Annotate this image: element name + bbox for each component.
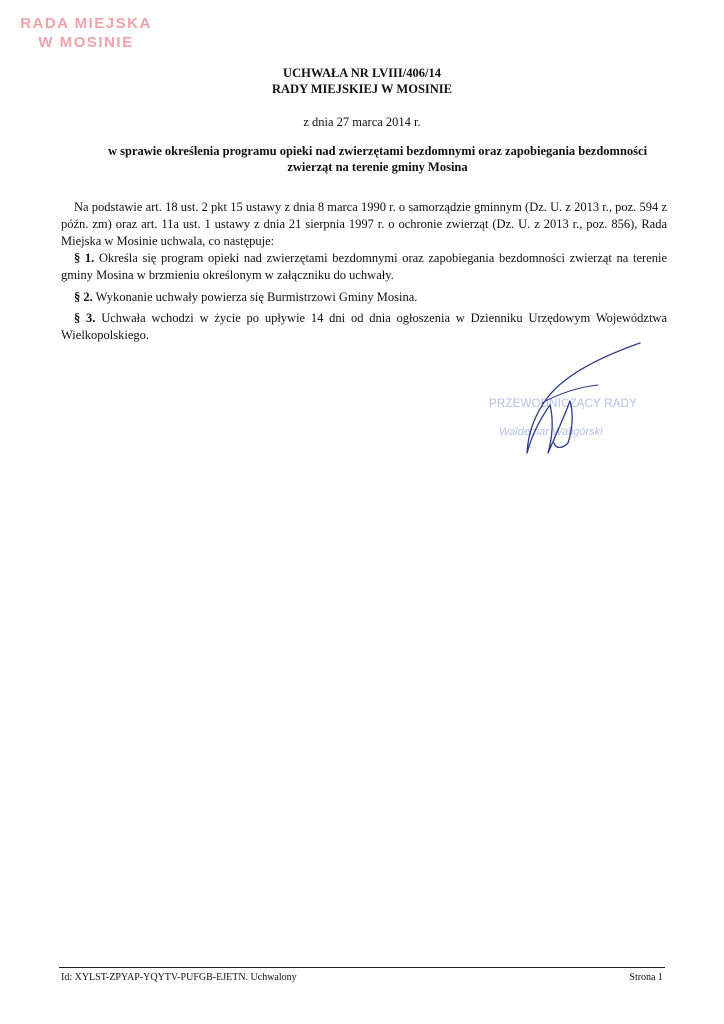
signature-block: [470, 335, 670, 465]
section-1-mark: § 1.: [74, 251, 95, 265]
handwritten-signature: [470, 335, 670, 465]
subject-line-2: zwierząt na terenie gminy Mosina: [287, 160, 468, 174]
resolution-subject: [80, 143, 675, 175]
subject-line-1: w sprawie określenia programu opieki nad zwierzętami bezdomnymi oraz zapobiegania bezdomności: [107, 144, 648, 158]
council-name: RADY MIEJSKIEJ W MOSINIE: [271, 82, 452, 96]
resolution-date: z dnia 27 marca 2014 r.: [303, 115, 421, 129]
section-2: [61, 289, 667, 306]
section-1-text: Określa się program opieki nad zwierzętami bezdomnymi oraz zapobiegania bezdomności zwierząt na terenie gminy Mosina w brzmieniu określonym w załączniku do uchwały.: [61, 251, 668, 282]
section-1: [61, 250, 667, 284]
section-3-mark: § 3.: [74, 311, 96, 325]
document-id: Id: XYLST-ZPYAP-YQYTV-PUFGB-EJETN. Uchwalony: [61, 972, 297, 983]
footer-divider: [59, 967, 665, 968]
section-3-text: Uchwała wchodzi w życie po upływie 14 dni od dnia ogłoszenia w Dzienniku Urzędowym Województwa Wielkopolskiego.: [61, 311, 668, 342]
section-2-mark: § 2.: [74, 290, 93, 304]
stamp-line-1: RADA MIEJSKA: [20, 15, 152, 32]
resolution-number: UCHWAŁA NR LVIII/406/14: [283, 66, 441, 80]
section-2-text: Wykonanie uchwały powierza się Burmistrzowi Gminy Mosina.: [95, 290, 418, 304]
page-number: Strona 1: [629, 972, 663, 983]
council-stamp: [16, 14, 156, 52]
signature-name: Waldemar Waligórski: [499, 426, 603, 438]
preamble-paragraph: Na podstawie art. 18 ust. 2 pkt 15 ustawy z dnia 8 marca 1990 r. o samorządzie gminnym (Dz. U. z 2013 r., poz. 594 z późn. zm) oraz art. 11a ust. 1 ustawy z dnia 21 sierpnia 1997 r. o ochronie zwierząt (Dz. U. z 2013 r., poz. 856), Rada Miejska w Mosinie uchwala, co następuje:: [61, 200, 667, 248]
stamp-line-2: W MOSINIE: [38, 34, 134, 51]
signature-title: PRZEWODNICZĄCY RADY: [489, 398, 637, 410]
